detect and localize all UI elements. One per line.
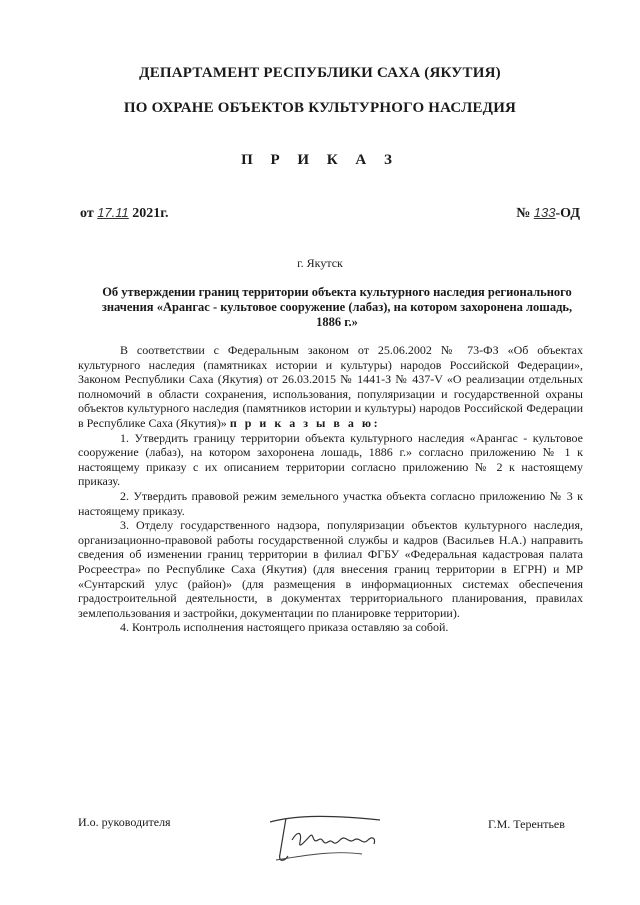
date-prefix: от xyxy=(80,206,94,221)
header-department: ДЕПАРТАМЕНТ РЕСПУБЛИКИ САХА (ЯКУТИЯ) xyxy=(139,65,501,81)
order-number xyxy=(516,205,580,222)
date-year: 2021г. xyxy=(132,206,169,221)
header-department-subtitle: ПО ОХРАНЕ ОБЪЕКТОВ КУЛЬТУРНОГО НАСЛЕДИЯ xyxy=(123,100,517,116)
order-item-2: 2. Утвердить правовой режим земельного участка объекта согласно приложению № 3 к настоящему приказу. xyxy=(78,488,583,518)
signatory-name: Г.М. Терентьев xyxy=(488,817,565,831)
document-type-title: П Р И К А З xyxy=(241,152,399,168)
order-subject: Об утверждении границ территории объекта культурного наследия регионального значения «Арангас - культовое сооружение (лабаз), на котором захоронена лошадь, 1886 г.» xyxy=(101,285,573,329)
order-date xyxy=(80,205,169,222)
order-word: п р и к а з ы в а ю: xyxy=(229,415,381,430)
date-handwritten: 17.11 xyxy=(97,205,129,220)
signatory-title: И.о. руководителя xyxy=(78,815,171,829)
number-handwritten: 133 xyxy=(533,205,556,220)
preamble xyxy=(78,343,583,431)
order-item-4: 4. Контроль исполнения настоящего приказа оставляю за собой. xyxy=(120,620,449,635)
order-body xyxy=(78,343,583,635)
number-prefix: № xyxy=(516,206,531,221)
number-suffix: -ОД xyxy=(555,206,580,221)
order-item-1: 1. Утвердить границу территории объекта культурного наследия «Арангас - культовое сооружение (лабаз), на котором захоронена лошадь, 1886 г.» согласно приложению № 1 к настоящему приказу с их описанием территории согласно приложению № 2 к настоящему приказу. xyxy=(78,430,583,489)
order-item-3: 3. Отделу государственного надзора, популяризации объектов культурного наследия, организационно-правовой работы государственной службы и кадров (Васильев Н.А.) направить сведения об изменении границ территории в филиал ФГБУ «Федеральная кадастровая палата Росреестра» по Республике Саха (Якутия) (для внесения границ территории в ЕГРН) и МР «Сунтарский улус (район)» (для размещения в информационных системах обеспечения градостроительной деятельности, в документах территориального планирования, правилах землепользования и застройки, документации по планировке территории). xyxy=(78,518,583,620)
handwritten-signature xyxy=(262,810,392,870)
preamble-text: В соответствии с Федеральным законом от 25.06.2002 № 73-ФЗ «Об объектах культурного наследия (памятниках истории и культуры) народов Российской Федерации», Законом Республики Саха (Якутия) от 26.03.2015 № 1441-З № 437-V «О реализации отдельных полномочий в области сохранения, использования, популяризации и государственной охраны объектов культурного наследия (памятников истории и культуры) народов Российской Федерации в Республике Саха (Якутия)» xyxy=(78,343,583,430)
city: г. Якутск xyxy=(297,256,343,270)
